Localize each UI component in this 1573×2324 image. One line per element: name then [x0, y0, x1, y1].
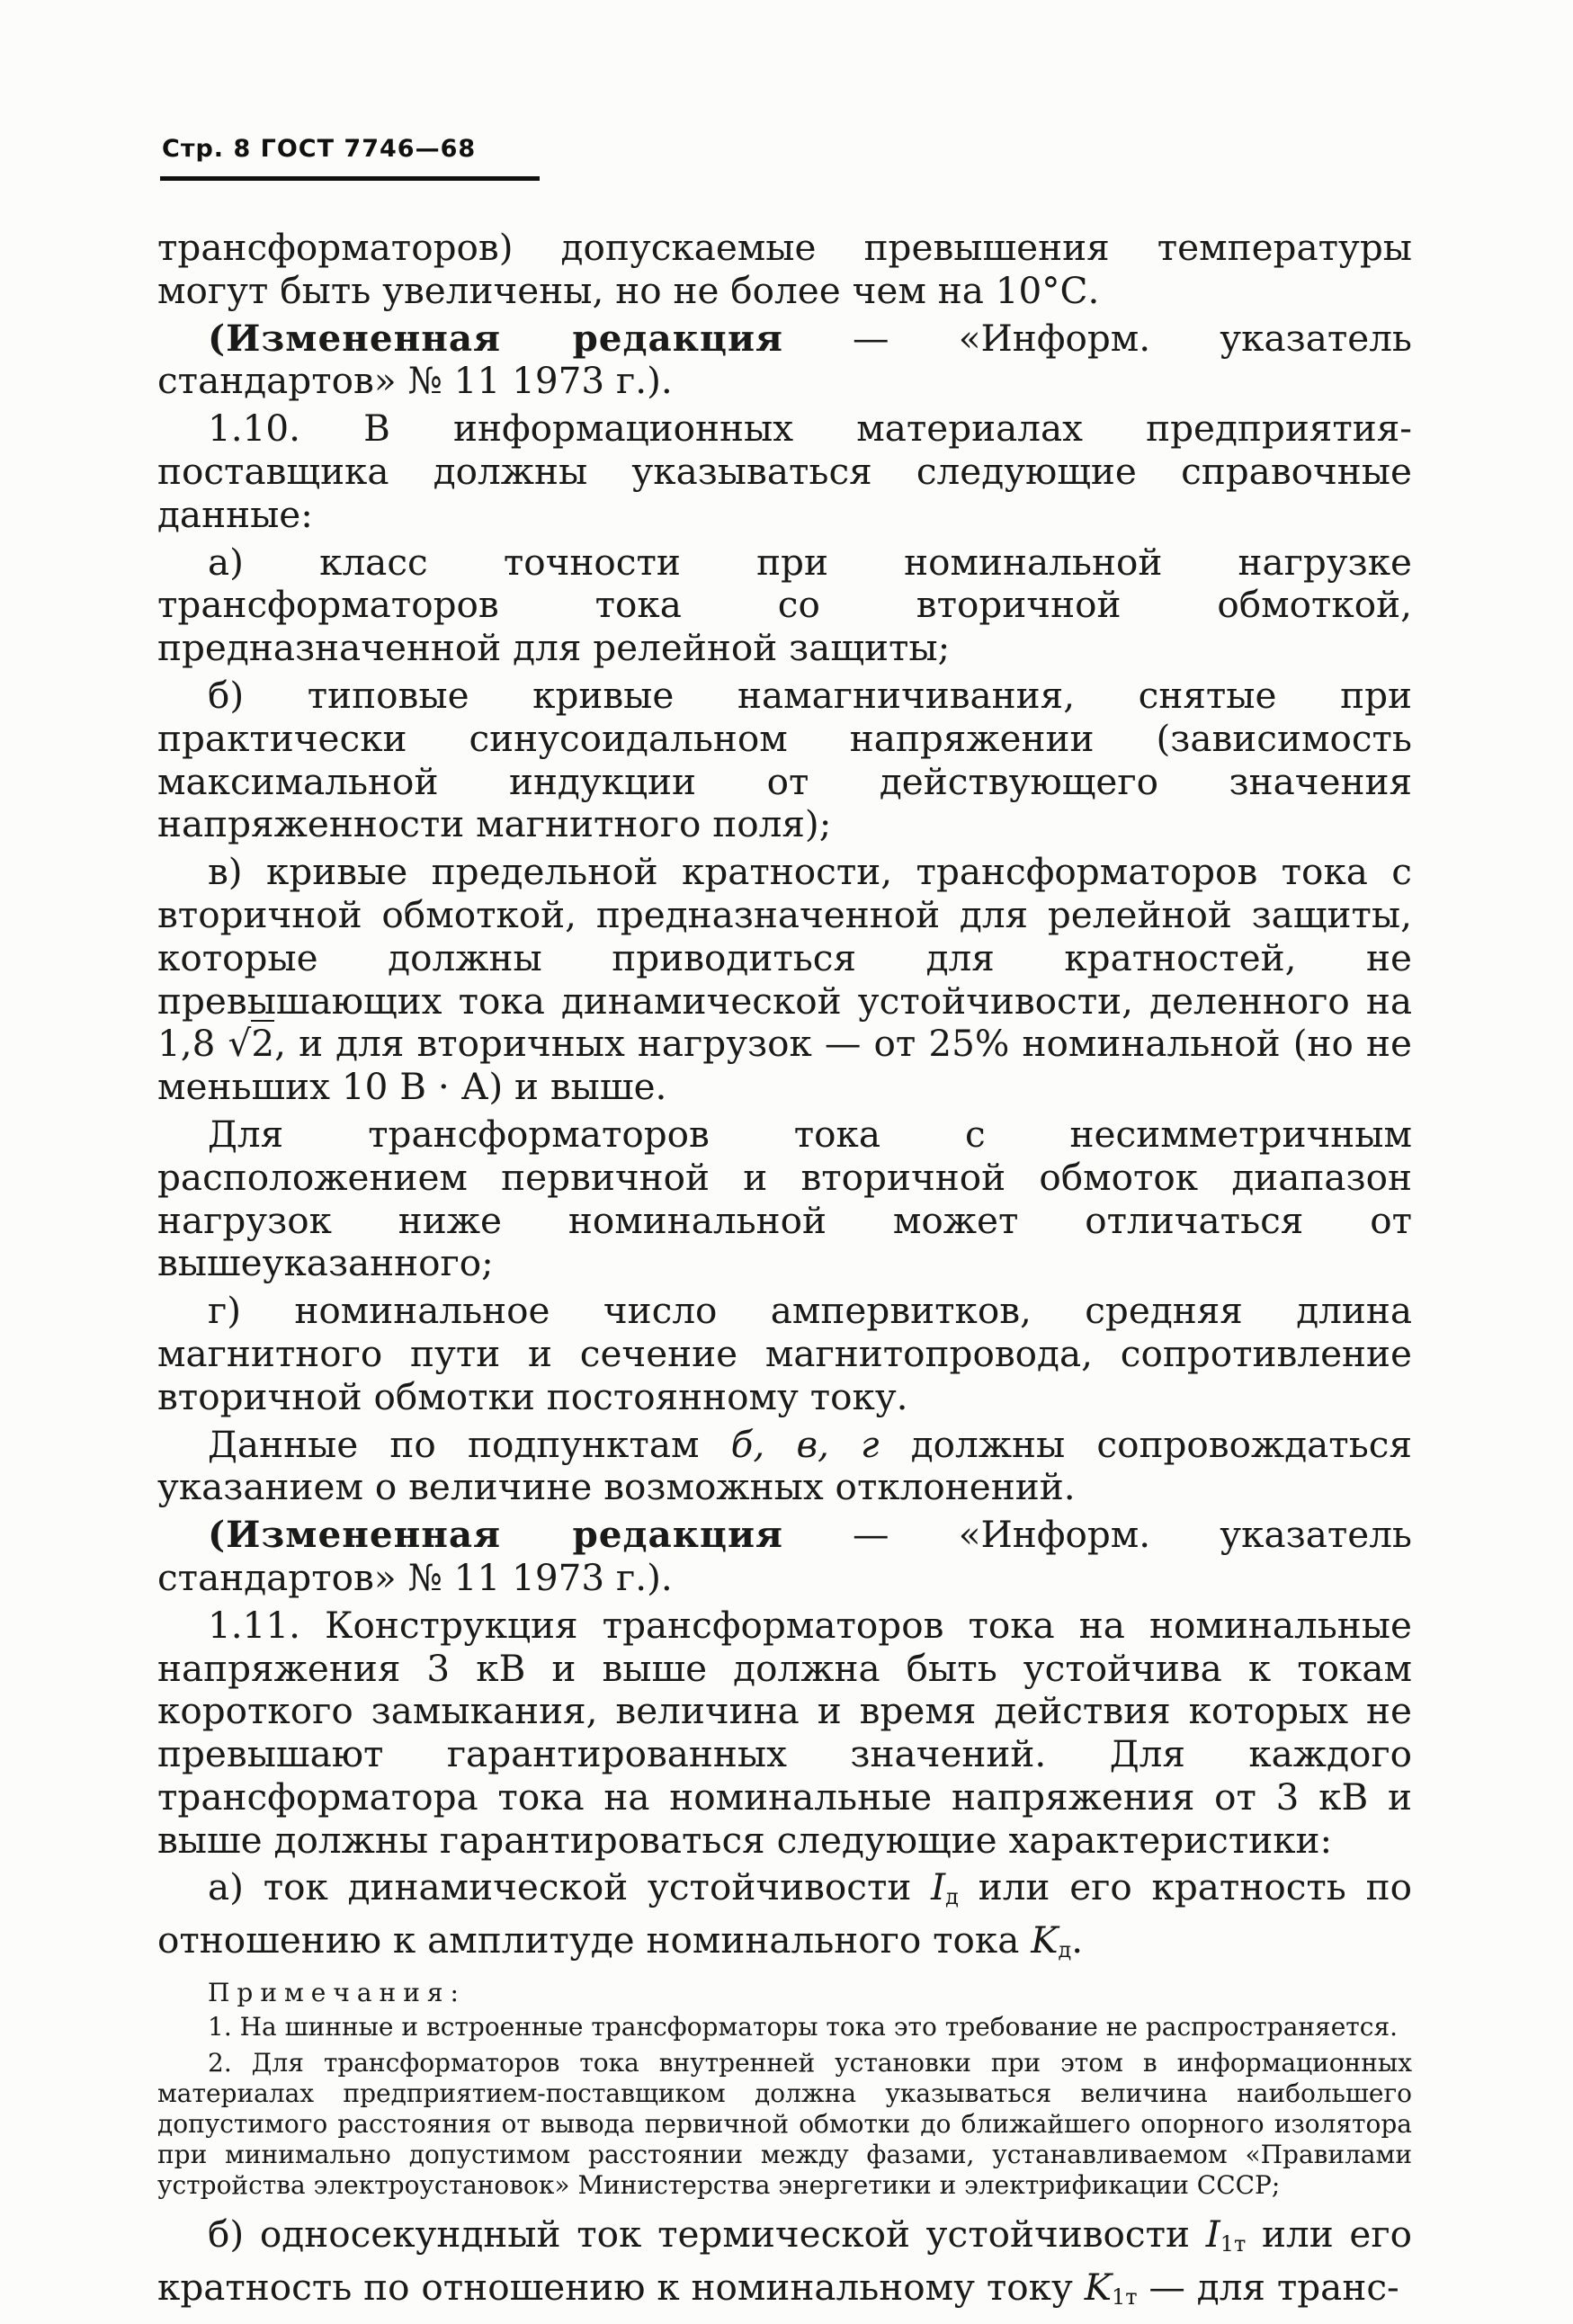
amendment-note-2	[157, 1514, 1412, 1600]
amendment-note-1	[157, 317, 1412, 404]
amendment-source: — «Информ. указатель стандартов» № 11 1973 г.).	[157, 316, 1412, 403]
item-g: г) номинальное число ампервитков, средняя длина магнитного пути и сечение магнитопровода, сопротивление вторичной обмотки постоянному току.	[157, 1289, 1412, 1418]
item-a: а) класс точности при номинальной нагрузке трансформаторов тока со вторичной обмоткой, предназначенной для релейной защиты;	[157, 540, 1412, 670]
clause-1-11: 1.11. Конструкция трансформаторов тока на номинальные напряжения 3 кВ и выше должна быть устойчива к токам короткого замыкания, величина и время действия которых не превышают гарантированных значений. Для каждого трансформатора тока на номинальные напряжения от 3 кВ и выше должны гарантироваться следующие характеристики:	[157, 1603, 1412, 1862]
item-text-mid: или его кратность по отношению к амплитуде номинального тока	[157, 1865, 1412, 1962]
note-1: 1. На шинные и встроенные трансформаторы тока это требование не распространяется.	[208, 2012, 1399, 2042]
item-text: а) ток динамической устойчивости	[208, 1865, 932, 1909]
subitem-refs: б, в, г	[730, 1422, 880, 1466]
item-text-end: — для транс-	[1137, 2265, 1399, 2309]
paragraph-continuation: трансформаторов) допускаемые превышения температуры могут быть увеличены, но не более чем на 10°С.	[157, 226, 1412, 312]
header-rule	[160, 176, 540, 181]
page-header: Стр. 8 ГОСТ 7746—68	[162, 135, 477, 163]
deviation-text: Данные по подпунктам	[208, 1422, 731, 1466]
deviation-note	[157, 1424, 1412, 1510]
notes-block	[157, 1978, 1412, 2201]
symbol-i1t: I	[1205, 2212, 1220, 2257]
clause-1-10: 1.10. В информационных материалах предприятия-поставщика должны указываться следующие справочные данные:	[157, 407, 1412, 536]
sqrt-sign: √	[228, 1022, 252, 1066]
note-2: 2. Для трансформаторов тока внутренней установки при этом в информационных материалах предприятием-поставщиком должна указываться величина наибольшего допустимого расстояния от вывода первичной обмотки до ближайшего опорного изолятора при минимально допустимом расстоянии между фазами, устанавливаемом «Правилами устройства электроустановок» Министерства энергетики и электрификации СССР;	[157, 2048, 1412, 2201]
deviation-text-end: должны сопровождаться указанием о величине возможных отклонений.	[157, 1422, 1412, 1509]
symbol-k1t: K	[1084, 2265, 1112, 2309]
clause-1-11-item-a	[157, 1866, 1412, 1972]
symbol-id: I	[931, 1865, 946, 1909]
clause-1-11-item-b	[157, 2213, 1412, 2320]
amendment-label: (Измененная редакция	[208, 1513, 783, 1557]
item-b: б) типовые кривые намагничивания, снятые при практически синусоидальном напряжении (зависимость максимальной индукции от действующего значения напряженности магнитного поля);	[157, 673, 1412, 846]
subscript: 1т	[1220, 2231, 1247, 2257]
item-v-text-end: , и для вторичных нагрузок — от 25% номинальной (но не меньших 10 В · А) и выше.	[157, 1022, 1412, 1109]
item-text-mid: или его кратность по отношению к номинальному току	[157, 2212, 1412, 2309]
item-text-end: .	[1071, 1918, 1084, 1962]
subscript: 1т	[1111, 2284, 1138, 2310]
item-v-text: в) кривые предельной кратности, трансформаторов тока с вторичной обмоткой, предназначенной для релейной защиты, которые должны приводиться для кратностей, не превышающих тока динамической устойчивости, деленного на 1,8	[157, 850, 1412, 1066]
sqrt-argument: 2	[251, 1022, 275, 1066]
body-text	[157, 227, 1412, 2324]
notes-title: Примечания:	[208, 1978, 466, 2008]
symbol-kd: K	[1031, 1918, 1059, 1962]
subscript: д	[1058, 1937, 1072, 1963]
amendment-label: (Измененная редакция	[208, 316, 783, 360]
asymmetric-note: Для трансформаторов тока с несимметричным расположением первичной и вторичной обмоток диапазон нагрузок ниже номинальной может отличаться от вышеуказанного;	[157, 1112, 1412, 1285]
item-v	[157, 851, 1412, 1109]
amendment-source: — «Информ. указатель стандартов» № 11 1973 г.).	[157, 1513, 1412, 1599]
subscript: д	[945, 1884, 959, 1910]
item-text: б) односекундный ток термической устойчивости	[208, 2212, 1206, 2257]
